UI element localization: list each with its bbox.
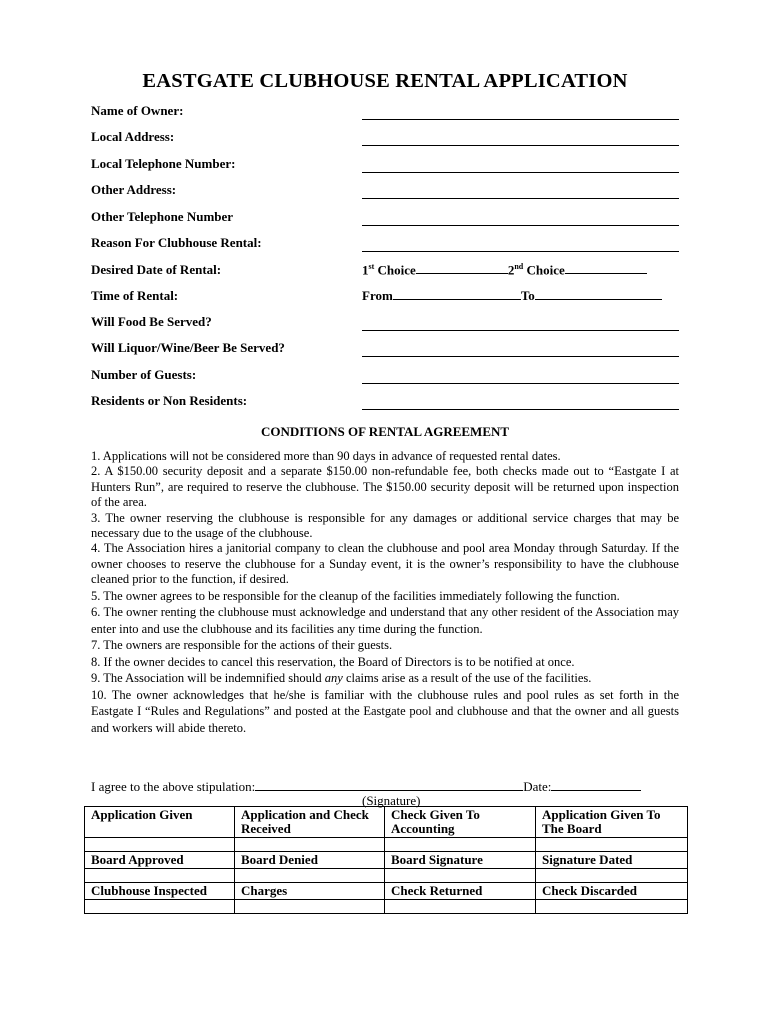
condition-item: 10. The owner acknowledges that he/she is familiar with the clubhouse rules and pool rules as set forth in the Eastgate I “Rules and Regulations” and posted at the Eastgate pool and clubhouse and that the owner and all guests and workers will abide thereto. bbox=[91, 687, 679, 735]
owner-name-line[interactable] bbox=[362, 119, 679, 120]
condition-item: 4. The Association hires a janitorial company to clean the clubhouse and pool area Monday through Saturday. If the owner chooses to reserve the clubhouse for a Sunday event, it is the owner’s responsibility to have the clubhouse cleaned prior to the function, if desired. bbox=[91, 541, 679, 587]
liquor-served-field[interactable] bbox=[91, 338, 681, 358]
residency-field[interactable] bbox=[91, 391, 681, 411]
second-choice-suffix: nd bbox=[514, 261, 524, 271]
table-cell: Application and Check Received bbox=[235, 807, 385, 838]
guest-count-line[interactable] bbox=[362, 383, 679, 384]
local-address-line[interactable] bbox=[362, 145, 679, 146]
first-choice-number: 1 bbox=[362, 262, 369, 277]
condition-9-emphasis: any bbox=[324, 671, 343, 686]
to-line[interactable] bbox=[535, 288, 662, 300]
food-served-field[interactable] bbox=[91, 312, 681, 332]
field-label: Other Telephone Number bbox=[91, 209, 234, 224]
date-line[interactable] bbox=[551, 779, 641, 791]
table-cell: Board Approved bbox=[85, 852, 235, 869]
field-label: Desired Date of Rental: bbox=[91, 262, 222, 277]
table-row-blank bbox=[85, 869, 688, 883]
table-row-blank bbox=[85, 900, 688, 914]
condition-item-9 bbox=[91, 670, 679, 687]
table-cell: Check Given To Accounting bbox=[385, 807, 536, 838]
table-cell-blank[interactable] bbox=[385, 838, 536, 852]
first-choice-label: Choice bbox=[374, 262, 416, 277]
rental-time-field[interactable] bbox=[91, 286, 681, 306]
time-range bbox=[362, 288, 662, 304]
other-address-line[interactable] bbox=[362, 198, 679, 199]
table-cell: Application Given To The Board bbox=[536, 807, 688, 838]
condition-9-end: claims arise as a result of the use of the facilities. bbox=[342, 671, 592, 686]
table-cell: Board Denied bbox=[235, 852, 385, 869]
rental-reason-line[interactable] bbox=[362, 251, 679, 252]
conditions-list bbox=[91, 449, 679, 736]
condition-item: 2. A $150.00 security deposit and a separate $150.00 non-refundable fee, both checks made out to “Eastgate I at Hunters Run”, are required to reserve the clubhouse. The $150.00 security deposit will be returned upon inspection of the area. bbox=[91, 464, 679, 510]
table-row bbox=[85, 852, 688, 869]
table-cell-blank[interactable] bbox=[235, 900, 385, 914]
page-title: EASTGATE CLUBHOUSE RENTAL APPLICATION bbox=[142, 70, 628, 92]
field-label: Will Liquor/Wine/Beer Be Served? bbox=[91, 340, 285, 355]
table-row bbox=[85, 883, 688, 900]
from-label: From bbox=[362, 288, 393, 303]
table-cell-blank[interactable] bbox=[536, 838, 688, 852]
other-phone-line[interactable] bbox=[362, 225, 679, 226]
rental-reason-field[interactable] bbox=[91, 233, 681, 253]
other-phone-field[interactable] bbox=[91, 207, 681, 227]
table-row bbox=[85, 807, 688, 838]
date-choices bbox=[362, 262, 647, 278]
table-cell-blank[interactable] bbox=[85, 838, 235, 852]
office-use-table bbox=[84, 806, 688, 914]
table-cell: Clubhouse Inspected bbox=[85, 883, 235, 900]
field-label: Time of Rental: bbox=[91, 288, 179, 303]
agree-label: I agree to the above stipulation: bbox=[91, 779, 256, 794]
signature-caption: (Signature) bbox=[362, 793, 421, 808]
date-label: Date: bbox=[523, 779, 552, 794]
local-address-field[interactable] bbox=[91, 127, 681, 147]
field-label: Residents or Non Residents: bbox=[91, 393, 248, 408]
condition-9-start: 9. The Association will be indemnified should bbox=[91, 671, 325, 686]
residency-line[interactable] bbox=[362, 409, 679, 410]
first-choice-suffix: st bbox=[368, 261, 375, 271]
signature-line[interactable] bbox=[255, 779, 523, 791]
table-cell-blank[interactable] bbox=[536, 900, 688, 914]
condition-item: 6. The owner renting the clubhouse must acknowledge and understand that any other resident of the Association may enter into and use the clubhouse and its facilities any time during the function. bbox=[91, 605, 679, 636]
field-label: Local Telephone Number: bbox=[91, 156, 236, 171]
condition-item: 3. The owner reserving the clubhouse is responsible for any damages or additional service charges that may be necessary due to the usage of the clubhouse. bbox=[91, 510, 679, 541]
condition-item: 5. The owner agrees to be responsible for the cleanup of the facilities immediately following the function. bbox=[91, 588, 620, 603]
table-cell-blank[interactable] bbox=[85, 900, 235, 914]
condition-item: 1. Applications will not be considered more than 90 days in advance of requested rental dates. bbox=[91, 449, 561, 463]
conditions-heading: CONDITIONS OF RENTAL AGREEMENT bbox=[260, 424, 510, 439]
from-line[interactable] bbox=[393, 288, 521, 300]
table-cell-blank[interactable] bbox=[536, 869, 688, 883]
local-phone-line[interactable] bbox=[362, 172, 679, 173]
first-choice-line[interactable] bbox=[416, 262, 508, 274]
table-cell-blank[interactable] bbox=[235, 869, 385, 883]
table-cell: Check Returned bbox=[385, 883, 536, 900]
field-label: Local Address: bbox=[91, 129, 175, 144]
table-row-blank bbox=[85, 838, 688, 852]
field-label: Other Address: bbox=[91, 182, 177, 197]
field-label: Will Food Be Served? bbox=[91, 314, 212, 329]
condition-item: 8. If the owner decides to cancel this reservation, the Board of Directors is to be notified at once. bbox=[91, 654, 575, 669]
to-label: To bbox=[520, 288, 535, 303]
table-cell: Charges bbox=[235, 883, 385, 900]
guest-count-field[interactable] bbox=[91, 365, 681, 385]
desired-date-field[interactable] bbox=[91, 260, 681, 280]
table-cell-blank[interactable] bbox=[235, 838, 385, 852]
food-served-line[interactable] bbox=[362, 330, 679, 331]
field-label: Number of Guests: bbox=[91, 367, 197, 382]
condition-item: 7. The owners are responsible for the actions of their guests. bbox=[91, 638, 393, 653]
local-phone-field[interactable] bbox=[91, 154, 681, 174]
second-choice-number: 2 bbox=[507, 262, 515, 277]
table-cell-blank[interactable] bbox=[385, 869, 536, 883]
table-cell: Signature Dated bbox=[536, 852, 688, 869]
table-cell: Check Discarded bbox=[536, 883, 688, 900]
second-choice-label: Choice bbox=[523, 262, 565, 277]
table-cell: Board Signature bbox=[385, 852, 536, 869]
field-label: Reason For Clubhouse Rental: bbox=[91, 235, 262, 250]
liquor-served-line[interactable] bbox=[362, 356, 679, 357]
second-choice-line[interactable] bbox=[565, 262, 647, 274]
field-label: Name of Owner: bbox=[91, 103, 184, 118]
owner-name-field[interactable] bbox=[91, 101, 681, 121]
table-cell-blank[interactable] bbox=[85, 869, 235, 883]
table-cell: Application Given bbox=[85, 807, 235, 838]
other-address-field[interactable] bbox=[91, 180, 681, 200]
table-cell-blank[interactable] bbox=[385, 900, 536, 914]
